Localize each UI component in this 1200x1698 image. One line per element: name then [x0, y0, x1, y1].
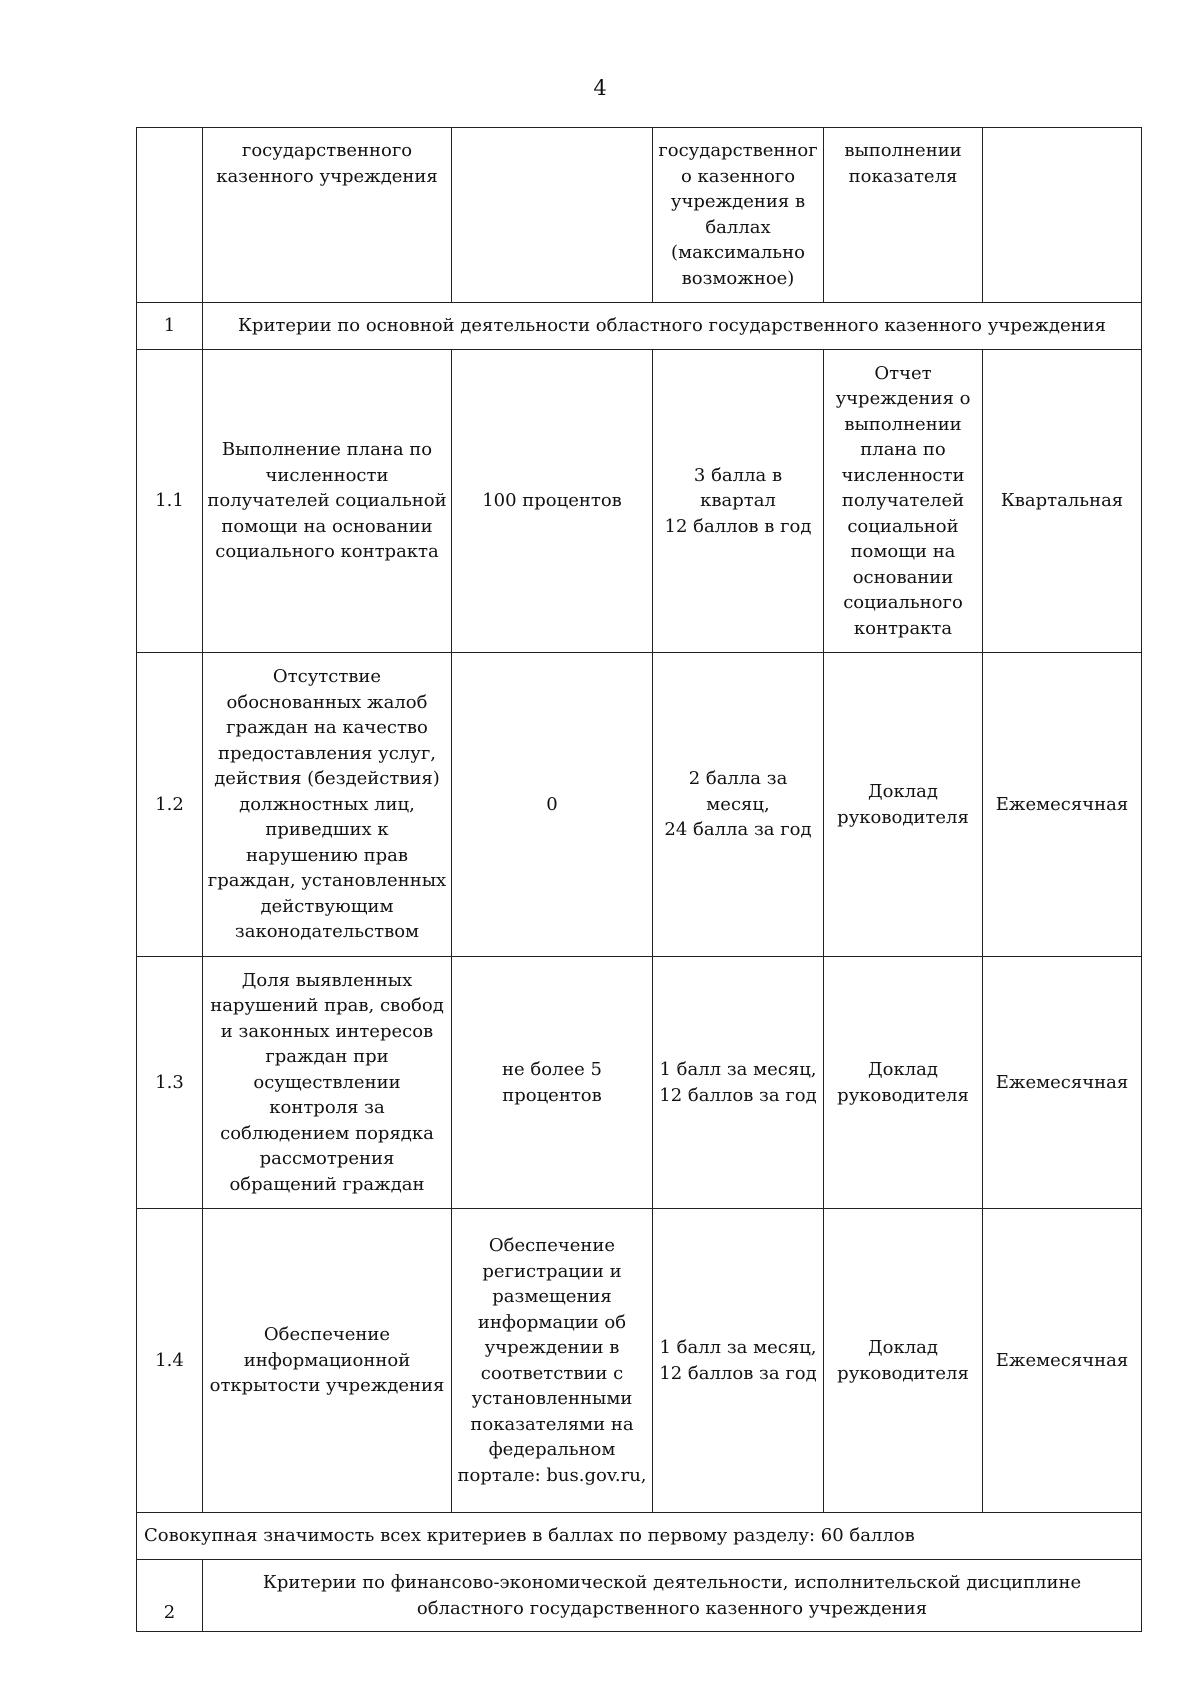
- row-periodicity: Ежемесячная: [983, 1209, 1142, 1513]
- section-1-number: 1: [137, 303, 203, 350]
- header-cell-periodicity: [983, 128, 1142, 303]
- row-score: 2 балла за месяц, 24 балла за год: [653, 653, 824, 957]
- row-indicator: 0: [452, 653, 653, 957]
- row-criterion: Доля выявленных нарушений прав, свобод и законных интересов граждан при осуществлении контроля за соблюдением порядка рассмотрения обращений граждан: [203, 957, 452, 1209]
- row-source: Доклад руководителя: [824, 653, 983, 957]
- table-row: [137, 1209, 1142, 1513]
- row-criterion: Выполнение плана по численности получателей социальной помощи на основании социального контракта: [203, 350, 452, 653]
- row-periodicity: Ежемесячная: [983, 653, 1142, 957]
- row-criterion: Отсутствие обоснованных жалоб граждан на качество предоставления услуг, действия (бездействия) должностных лиц, приведших к нарушению прав граждан, установленных действующим законодательством: [203, 653, 452, 957]
- row-periodicity: Квартальная: [983, 350, 1142, 653]
- row-number: 1.3: [137, 957, 203, 1209]
- table-row: [137, 653, 1142, 957]
- row-indicator: Обеспечение регистрации и размещения информации об учреждении в соответствии с установленными показателями на федеральном портале: bus.gov.ru,: [452, 1209, 653, 1513]
- row-criterion: Обеспечение информационной открытости учреждения: [203, 1209, 452, 1513]
- table-row: [137, 350, 1142, 653]
- header-continuation-row: [137, 128, 1142, 303]
- row-indicator: 100 процентов: [452, 350, 653, 653]
- row-indicator: не более 5 процентов: [452, 957, 653, 1209]
- header-cell-score: государственног о казенного учреждения в баллах (максимально возможное): [653, 128, 824, 303]
- header-cell-indicator: [452, 128, 653, 303]
- row-number: 1.2: [137, 653, 203, 957]
- row-score: 3 балла в квартал 12 баллов в год: [653, 350, 824, 653]
- total-score-text: Совокупная значимость всех критериев в баллах по первому разделу: 60 баллов: [137, 1513, 1142, 1560]
- row-source: Доклад руководителя: [824, 957, 983, 1209]
- page-number: 4: [593, 76, 607, 100]
- criteria-table: [136, 127, 1142, 1632]
- section-1-row: [137, 303, 1142, 350]
- section-1-title: Критерии по основной деятельности областного государственного казенного учреждения: [203, 303, 1142, 350]
- row-number: 1.1: [137, 350, 203, 653]
- row-number: 1.4: [137, 1209, 203, 1513]
- section-2-row: [137, 1560, 1142, 1632]
- header-cell-source: выполнении показателя: [824, 128, 983, 303]
- row-score: 1 балл за месяц, 12 баллов за год: [653, 957, 824, 1209]
- row-source: Отчет учреждения о выполнении плана по численности получателей социальной помощи на основании социального контракта: [824, 350, 983, 653]
- row-periodicity: Ежемесячная: [983, 957, 1142, 1209]
- table-row: [137, 957, 1142, 1209]
- header-cell-criterion: государственного казенного учреждения: [203, 128, 452, 303]
- row-score: 1 балл за месяц, 12 баллов за год: [653, 1209, 824, 1513]
- row-source: Доклад руководителя: [824, 1209, 983, 1513]
- section-2-number: 2: [137, 1560, 203, 1632]
- total-row: [137, 1513, 1142, 1560]
- section-2-title: Критерии по финансово-экономической деятельности, исполнительской дисциплине областного государственного казенного учреждения: [203, 1560, 1142, 1632]
- header-cell-number: [137, 128, 203, 303]
